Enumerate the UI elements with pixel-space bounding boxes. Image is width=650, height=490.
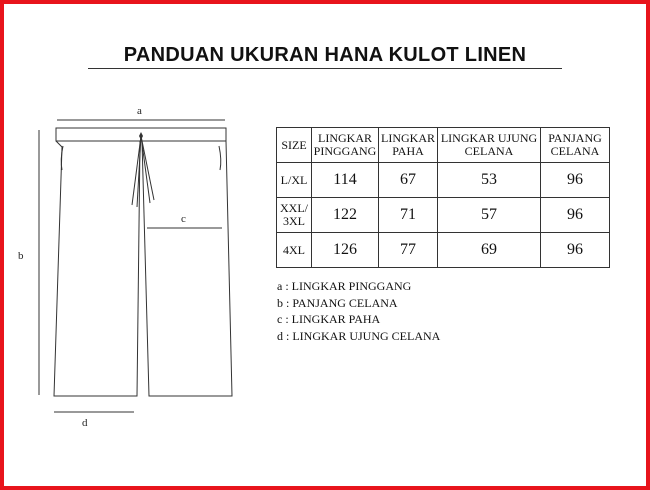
header-lingkar-ujung-celana: LINGKAR UJUNG CELANA [438, 128, 541, 163]
legend-item-d: d : LINGKAR UJUNG CELANA [277, 328, 441, 343]
header-size: SIZE [277, 128, 312, 163]
size-cell: L/XL [277, 163, 312, 198]
label-a: a [137, 105, 142, 117]
table-cell: 67 [379, 163, 438, 198]
legend [277, 278, 440, 344]
size-table [276, 127, 610, 268]
header-lingkar-pinggang: LINGKAR PINGGANG [312, 128, 379, 163]
table-cell: 96 [541, 163, 610, 198]
table-cell: 122 [312, 198, 379, 233]
waist-knot [139, 132, 143, 140]
label-b: b [18, 250, 24, 262]
table-cell: 114 [312, 163, 379, 198]
table-cell: 53 [438, 163, 541, 198]
header-panjang-celana: PANJANG CELANA [541, 128, 610, 163]
table-cell: 96 [541, 198, 610, 233]
label-d: d [82, 417, 88, 429]
table-cell: 77 [379, 233, 438, 268]
right-side-seam [219, 146, 221, 170]
size-cell: XXL/ 3XL [277, 198, 312, 233]
table-cell: 57 [438, 198, 541, 233]
table-cell: 96 [541, 233, 610, 268]
table-cell: 126 [312, 233, 379, 268]
table-row [277, 233, 610, 268]
legend-item-a: a : LINGKAR PINGGANG [277, 279, 412, 293]
legend-item-b: b : PANJANG CELANA [277, 295, 398, 310]
page-title: PANDUAN UKURAN HANA KULOT LINEN [123, 44, 527, 66]
table-row [277, 163, 610, 198]
label-c: c [181, 213, 186, 225]
table-cell: 69 [438, 233, 541, 268]
pants-outline [54, 141, 232, 396]
table-row [277, 198, 610, 233]
size-cell: 4XL [277, 233, 312, 268]
legend-item-c: c : LINGKAR PAHA [277, 312, 381, 326]
table-cell: 71 [379, 198, 438, 233]
table-header-row [277, 128, 610, 163]
header-lingkar-paha: LINGKAR PAHA [379, 128, 438, 163]
